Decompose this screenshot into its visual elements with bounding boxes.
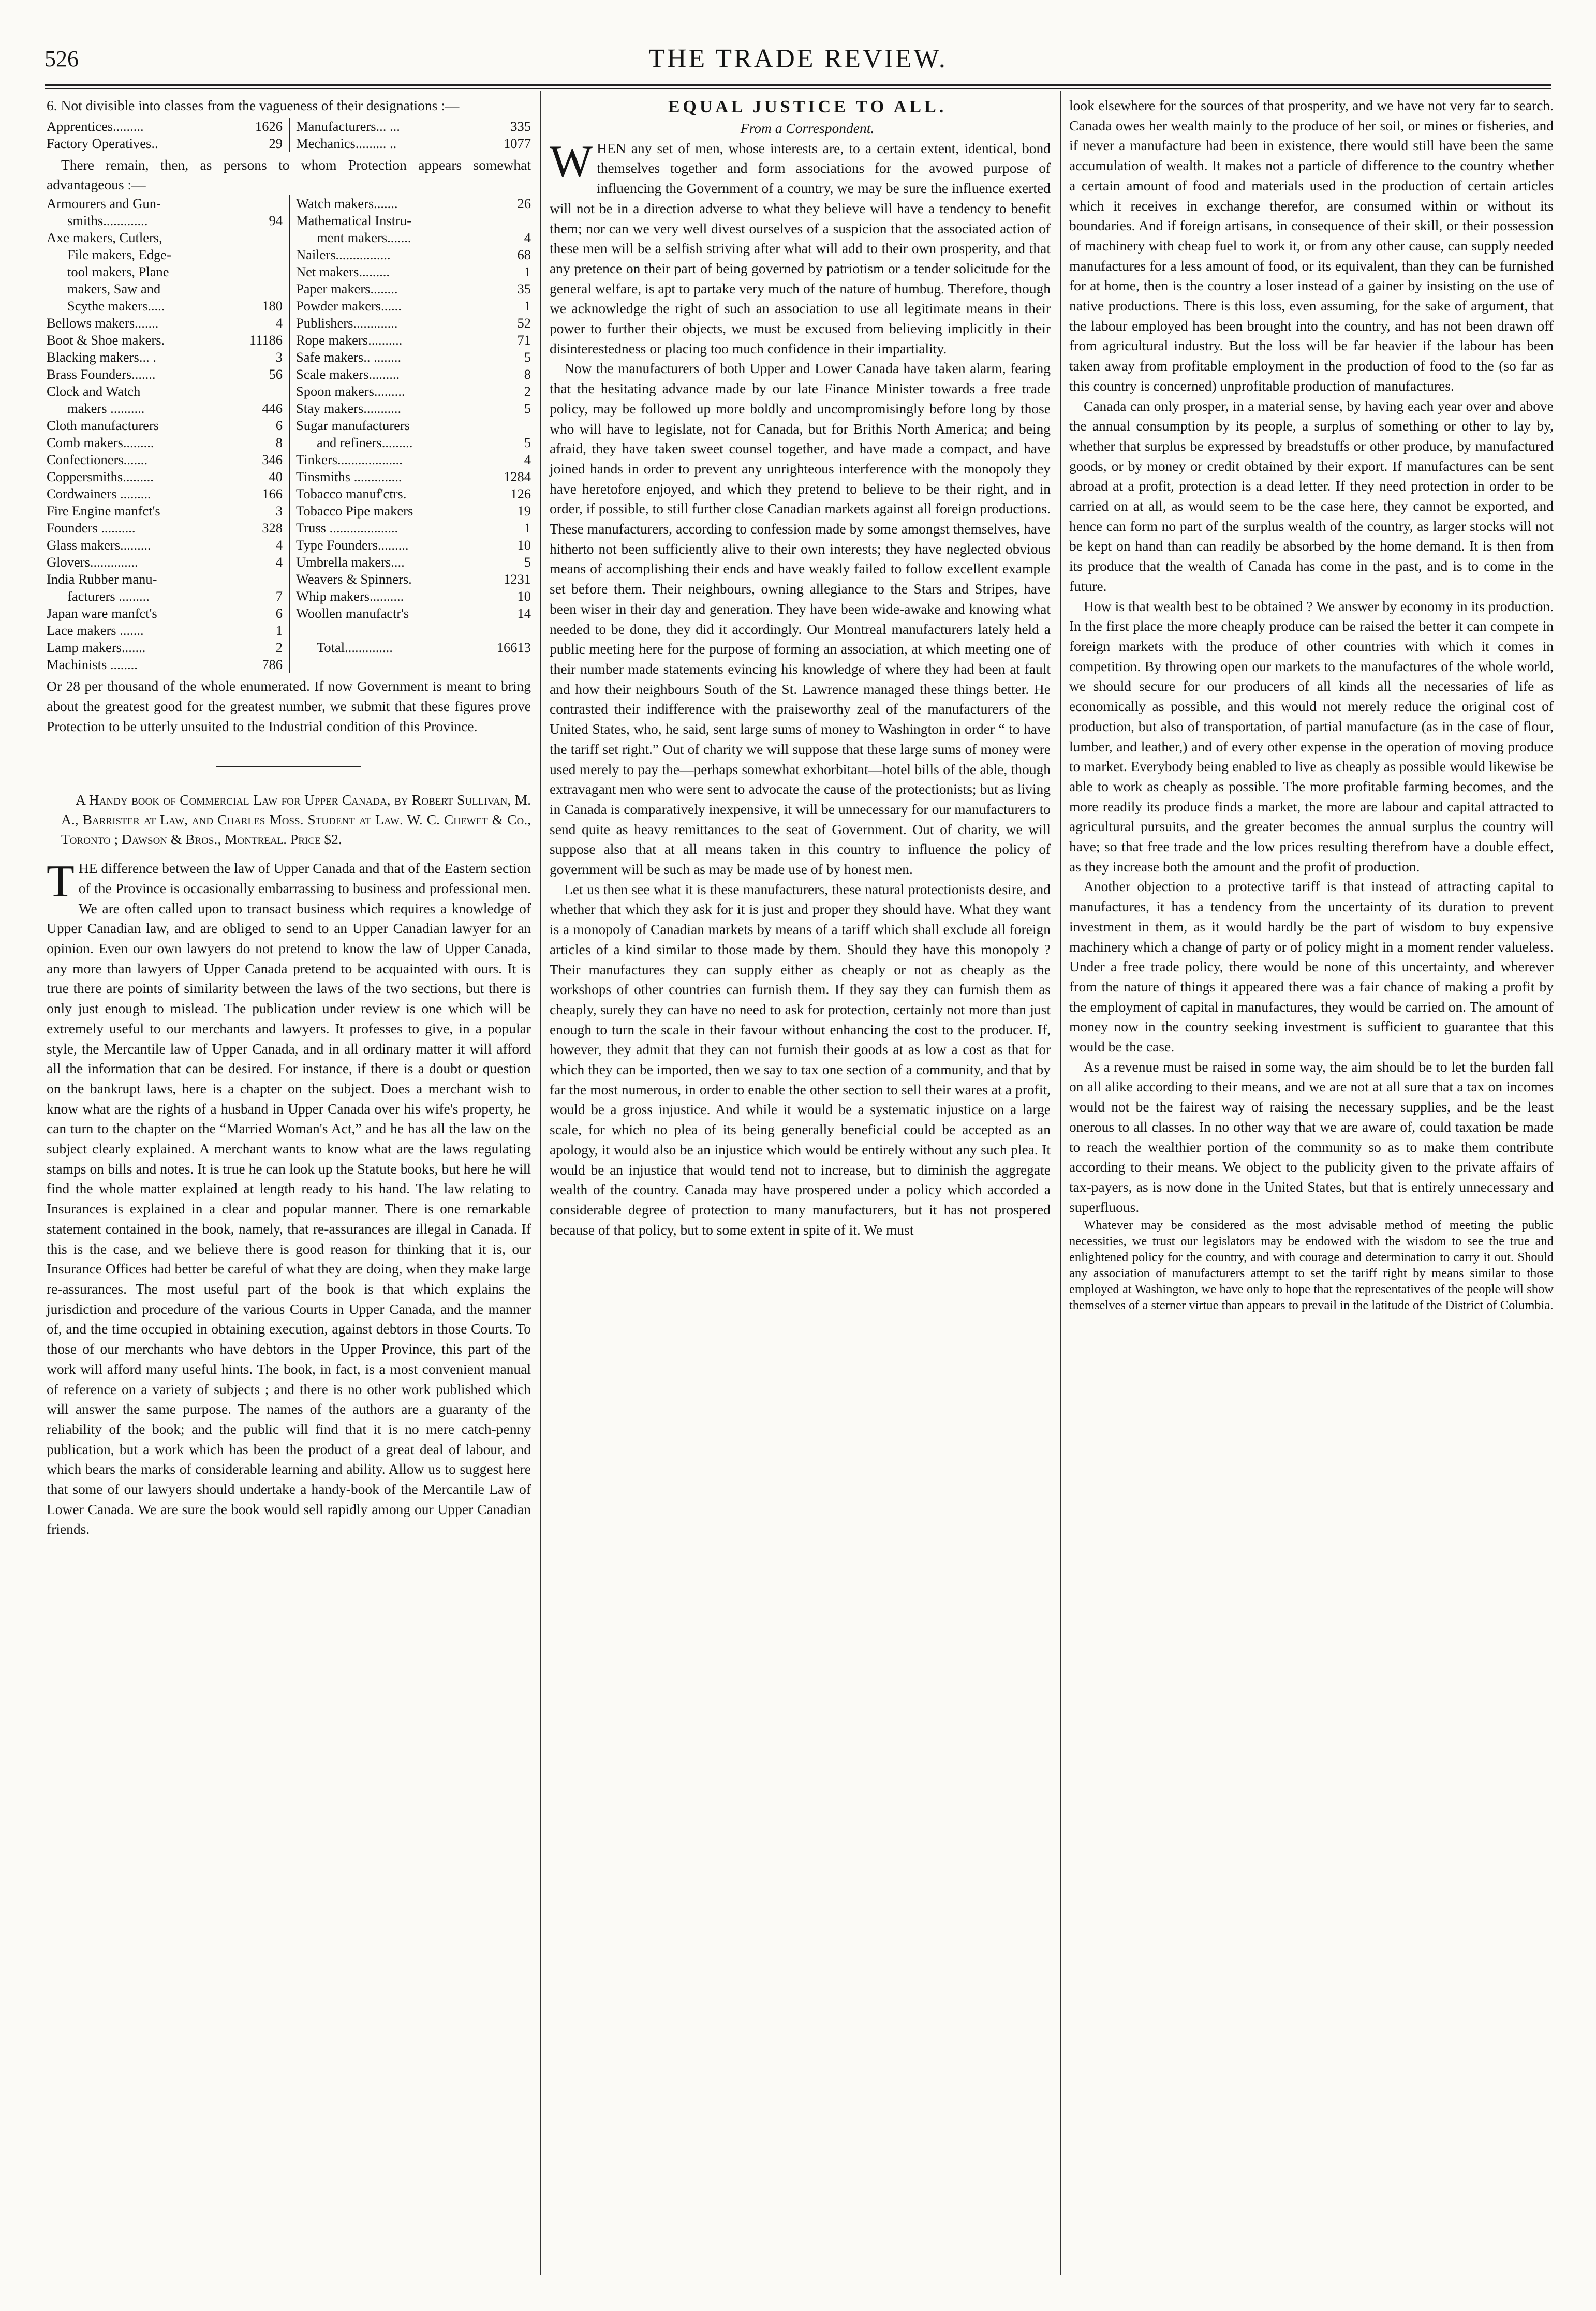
article-paragraph-7: Another objection to a protective tariff is that instead of attracting capital to manufactures, it has a tendency from the uncertainty of its duration to prevent investment in them, as it would hardly be the part of wisdom to buy expensive machinery which a change of party or of policy might in a moment render valueless. Under a free trade policy, there would be none of this uncertainty, and wherever from the nature of things it appeared there was a fair chance of making a profit by the employment of capital in manufactures, they would be carried on. The amount of money now in the country seeking investment is sufficient to guarantee that this would be the case. [1069, 878, 1554, 1055]
occupation-label: Mathematical Instru- [296, 213, 411, 229]
occupation-count: 4 [524, 452, 531, 468]
occupation-count: 4 [275, 315, 283, 331]
occupation-row [47, 246, 283, 263]
occupation-row [296, 434, 531, 451]
occupation-count: 1077 [504, 135, 531, 151]
occupation-label: Scythe makers..... [67, 298, 165, 314]
occupation-label: Type Founders......... [296, 537, 409, 553]
occupation-count: 1231 [504, 571, 531, 587]
occupation-row [296, 118, 531, 135]
occupation-row [47, 212, 283, 229]
occupation-label: Rope makers.......... [296, 332, 403, 348]
column-divider-2 [1060, 91, 1061, 2275]
occupation-row [296, 229, 531, 246]
occupation-label: tool makers, Plane [67, 264, 169, 280]
occupation-label: Blacking makers... . [47, 349, 156, 365]
occupation-label: Scale makers......... [296, 366, 400, 382]
occupation-row [296, 588, 531, 605]
occupation-count [279, 195, 283, 212]
book-review-text: HE difference between the law of Upper Canada and that of the Eastern section of the Province is occasionally embarrassing to business and professional men. We are often called upon to transact business which requires a knowledge of Upper Canadian law, and are obliged to send to an Upper Canadian lawyer for an opinion. Even our own lawyers do not pretend to know the law of Upper Canada, any more than lawyers of Upper Canada pretend to be acquainted with ours. It is true there are points of similarity between the laws of the two sections, but there is only just enough to mislead. The publication under review is one which will be extremely useful to our merchants and lawyers. It professes to give, in a popular style, the Mercantile law of Upper Canada, and in all ordinary matter it will afford all the information that can be desired. For instance, if there is a doubt or question on the bankrupt laws, here is a chapter on the subject. Does a merchant wish to know what are the rights of a husband in Upper Canada over his wife's property, he can turn to the chapter on the “Married Woman's Act,” and he has all the law on the subject clearly explained. A merchant wants to know what are the laws regulating stamps on bills and notes. It is true he can look up the Statute books, but here he will find the whole matter explained at length ready to his hand. The law relating to Insurances is explained in a clear and popular manner. There is one remarkable statement contained in the book, namely, that re-assurances are illegal in Canada. If this is the case, and we believe there is good reason for thinking that it is, our Insurance Offices had better be careful of what they are doing, when they make large re-assurances. The most useful part of the book is that which explains the jurisdiction and procedure of the various Courts in Upper Canada, and the manner of, and the time occupied in obtaining execution, against debtors in those Courts. To those of our merchants who have debtors in the Upper Province, this part of the work will afford many useful hints. The book, in fact, is a most convenient manual of reference on a variety of subjects ; and there is no other work published which will answer the same purpose. The names of the authors are a guaranty of the reliability of the book; and the public will find that it is no mere catch-penny publication, but a work which has been the product of a great deal of labour, and which bears the marks of considerable learning and ability. Allow us to suggest here that some of our lawyers should undertake a handy-book of the Mercantile Law of Lower Canada. We are sure the book would sell rapidly among our Upper Canadian friends. [47, 860, 531, 1537]
article-paragraph-6: How is that wealth best to be obtained ? We answer by economy in its production. In the first place the more cheaply produce can be raised the better it can compete in foreign markets with the produce of other countries with which it comes in competition. By throwing open our markets to the manufactures of the whole world, we should secure for our producers of all kinds all the necessaries of life as economically as possible, and this would not merely reduce the original cost of production, but also of transportation, of partial manufacture (as in the case of flour, lumber, and leather,) and of every other expense in the operation of moving produce to market. Everybody being enabled to live as cheaply as possible would likewise be able to work as cheaply as possible. The more profitable farming becomes, and the more readily its produce finds a market, the more are labour and capital attracted to agricultural pursuits, and the greater becomes the annual surplus the country will have; so that free trade and the low prices resulting therefrom have a double effect, as they increase both the amount and the profit of production. [1069, 598, 1554, 875]
occupation-row [47, 263, 283, 280]
occupation-row [47, 349, 283, 366]
occupation-row [47, 520, 283, 537]
occupation-count: 335 [510, 118, 531, 134]
occupation-count: 5 [524, 349, 531, 365]
occupation-label: Stay makers........... [296, 401, 402, 417]
occupation-row [296, 195, 531, 212]
occupation-label: Weavers & Spinners. [296, 571, 412, 587]
occupation-table-1-left [47, 118, 289, 152]
occupation-count: 8 [275, 435, 283, 451]
book-review-paragraph [47, 858, 531, 1539]
occupation-label: Tobacco manuf'ctrs. [296, 486, 407, 502]
occupation-count: 1284 [504, 469, 531, 485]
occupation-count: 1 [524, 520, 531, 536]
occupation-label: Factory Operatives.. [47, 135, 158, 151]
occupation-label: Nailers................ [296, 247, 391, 263]
occupation-row [47, 280, 283, 298]
occupation-row [296, 280, 531, 298]
article-paragraph-8: As a revenue must be raised in some way, the aim should be to let the burden fall on all alike according to their means, and we are not at all sure that a tax on incomes would not be the fairest way of raising the necessary supplies, and be the least onerous to all classes. In no other way that we are aware of, could taxation be made to reach the wealthier portion of the community so as to make them contribute according to their means. We object to the publicity given to the private affairs of tax-payers, as is now done in the United States, but that is entirely unnecessary and superfluous. [1069, 1058, 1554, 1215]
occupation-row [47, 639, 283, 656]
header-rule-thick [45, 84, 1551, 86]
occupation-row [296, 639, 531, 656]
occupation-label: makers .......... [67, 401, 145, 417]
occupation-label: Powder makers...... [296, 298, 402, 314]
remain-paragraph: There remain, then, as persons to whom Protection appears somewhat advantageous :— [47, 156, 531, 193]
occupation-table-2 [47, 195, 531, 673]
occupation-label: Brass Founders....... [47, 366, 156, 382]
occupations-intro: 6. Not divisible into classes from the vagueness of their designations :— [47, 97, 460, 113]
occupation-count: 2 [524, 383, 531, 399]
occupation-label: Machinists ........ [47, 657, 138, 673]
occupation-count: 3 [275, 349, 283, 365]
article-paragraph-2: Now the manufacturers of both Upper and Lower Canada have taken alarm, fearing that the hesitating advance made by our late Finance Minister towards a free trade policy, may be followed up more boldly and uncompromisingly before long by those who will have to legislate, not for Canada, but for Brithis North America; and being afraid, they have taken sweet counsel together, and have made a compact, and have joined hands in order to prevent any unrighteous interference with the monopoly they have heretofore enjoyed, and which they pretend to believe to be their right, and in order, if possible, to still further close Canadian markets against all foreign productions. These manufacturers, according to confession made by some amongst themselves, have hitherto not been sufficiently alive to their own interests; they have neglected obvious means of accomplishing their ends and have weakly failed to follow excellent example set before them. Their neighbours, owning allegiance to the Stars and Stripes, have been wiser in their day and generation. They have been wide-awake and knowing what needed to be done, they did it accordingly. Our Montreal manufacturers lately held a public meeting here for the purpose of forming an association, at which meeting one of their number made statements evincing his knowledge of where they had been at fault and how their neighbours South of the St. Lawrence managed these things better. He contrasted their indifference with the praiseworthy zeal of the manufacturers of the United States, who, he said, sent large sums of money to Washington in order “ to have the tariff set right.” Out of charity we will suppose that these large sums of money were used merely to pay the—perhaps somewhat exhorbitant—hotel bills of the able, though extravagant men who were sent to advocate the cause of the protectionists; but as living in Canada is comparatively inexpensive, it will be unnecessary for our manufacturers to send quite as heavy remittances to the seat of Government. Out of charity, we will suppose also that at all means taken in this country to influence the policy of government will be such as may be made use of by honest men. [550, 360, 1051, 878]
occupation-row [47, 383, 283, 400]
occupation-label: Lamp makers....... [47, 640, 146, 656]
occupation-row [47, 195, 283, 212]
occupation-label: Publishers............. [296, 315, 398, 331]
occupation-row [296, 554, 531, 571]
occupation-count: 35 [517, 281, 531, 297]
page-number: 526 [45, 46, 79, 71]
occupation-label: Sugar manufacturers [296, 418, 410, 434]
occupation-label: ment makers....... [317, 230, 411, 246]
occupation-row [296, 400, 531, 417]
occupation-count: 5 [524, 554, 531, 570]
occupation-row [296, 298, 531, 315]
occupation-count: 56 [269, 366, 283, 382]
article-paragraph-5: Canada can only prosper, in a material sense, by having each year over and above the annual consumption by its people, a surplus of something or other to lay by, whether that surplus be expressed by breadstuffs or other produce, by manufactured goods, or by money or credit obtained by their export. If manufactures can be sent abroad at a profit, protection is a dead letter. If they need protection in order to be carried on at all, as would seem to be the case here, they cannot be exported, and hence can form no part of the surplus wealth of the country, as larger stocks will not be kept on hand than can readily be absorbed by the home demand. It is then from its produce that the wealth of Canada has come in the past, and is to come in the future. [1069, 397, 1554, 594]
occupation-count: 19 [517, 503, 531, 519]
occupation-count: 3 [275, 503, 283, 519]
occupation-count: 126 [510, 486, 531, 502]
occupation-label: Whip makers.......... [296, 588, 404, 604]
occupation-label: Watch makers....... [296, 196, 398, 212]
occupation-count: 180 [262, 298, 283, 314]
occupation-label: Tinsmiths .............. [296, 469, 402, 485]
occupation-label: Tobacco Pipe makers [296, 503, 413, 519]
article-byline: From a Correspondent. [740, 120, 875, 136]
occupation-row [296, 417, 531, 434]
occupation-label: India Rubber manu- [47, 571, 157, 587]
occupation-label: Lace makers ....... [47, 623, 144, 639]
occupation-row [296, 622, 531, 639]
drop-cap: T [47, 856, 75, 907]
occupation-label: Axe makers, Cutlers, [47, 230, 162, 246]
occupation-label: Safe makers.. ........ [296, 349, 402, 365]
occupation-row [47, 298, 283, 315]
occupation-row [47, 605, 283, 622]
occupation-row [47, 622, 283, 639]
occupation-label: Net makers......... [296, 264, 390, 280]
occupation-row [296, 537, 531, 554]
occupation-label: Paper makers........ [296, 281, 398, 297]
occupation-row [296, 520, 531, 537]
occupation-count [279, 246, 283, 263]
occupation-count: 786 [262, 657, 283, 673]
occupation-count: 71 [517, 332, 531, 348]
article-paragraph-9: Whatever may be considered as the most advisable method of meeting the public necessities, we trust our legislators may be endowed with the wisdom to see the true and enlightened policy for the country, and with courage and determination to carry it out. Should any association of manufacturers attempt to set the tariff right by means similar to those employed at Washington, we have only to hope that the representatives of the people will show themselves of a sterner virtue than appears to prevail in the latitude of the District of Columbia. [1069, 1218, 1554, 1313]
occupation-label: makers, Saw and [67, 281, 161, 297]
occupation-row [296, 349, 531, 366]
occupation-row [47, 135, 283, 152]
occupation-count: 6 [275, 418, 283, 434]
occupation-count: 10 [517, 537, 531, 553]
occupation-count: 1 [524, 298, 531, 314]
occupation-count: 14 [517, 605, 531, 621]
occupation-row [47, 571, 283, 588]
occupation-label: Woollen manufactr's [296, 605, 409, 621]
occupation-label: Total.............. [317, 640, 393, 656]
occupation-label: Cloth manufacturers [47, 418, 159, 434]
occupation-label: Manufacturers... ... [296, 118, 400, 134]
occupation-count: 446 [262, 401, 283, 417]
occupation-count: 346 [262, 452, 283, 468]
occupation-count [528, 212, 531, 229]
occupation-count: 7 [275, 588, 283, 604]
conclusion-paragraph: Or 28 per thousand of the whole enumerated. If now Government is meant to bring about the greatest good for the greatest number, we submit that these figures prove Protection to be utterly unsuited to the Industrial condition of this Province. [47, 678, 531, 734]
occupation-count [279, 263, 283, 280]
occupation-row [47, 468, 283, 485]
occupation-label: facturers ......... [67, 588, 150, 604]
occupation-count: 2 [275, 640, 283, 656]
occupation-row [296, 135, 531, 152]
occupation-label: Fire Engine manfct's [47, 503, 160, 519]
occupation-label: Truss .................... [296, 520, 398, 536]
occupation-count [279, 383, 283, 400]
occupation-row [47, 485, 283, 502]
occupation-row [47, 332, 283, 349]
occupation-count: 1 [524, 264, 531, 280]
occupation-count: 40 [269, 469, 283, 485]
occupation-count: 5 [524, 401, 531, 417]
occupation-row [47, 400, 283, 417]
occupation-count: 52 [517, 315, 531, 331]
occupation-row [296, 502, 531, 520]
occupation-label: Clock and Watch [47, 383, 141, 399]
occupation-row [296, 246, 531, 263]
occupation-label: and refiners......... [317, 435, 413, 451]
occupation-count [279, 229, 283, 246]
occupation-row [47, 554, 283, 571]
occupation-count: 16613 [496, 640, 531, 656]
drop-cap: W [550, 136, 593, 187]
occupation-row [47, 315, 283, 332]
occupation-count: 4 [524, 230, 531, 246]
occupation-table-2-right [289, 195, 531, 673]
occupation-count: 94 [269, 213, 283, 229]
occupation-row [47, 656, 283, 673]
header-rule-thin [45, 88, 1551, 89]
occupation-count: 1626 [255, 118, 283, 134]
occupation-count: 68 [517, 247, 531, 263]
occupation-row [296, 451, 531, 468]
article-paragraph-1-text: HEN any set of men, whose interests are, to a certain extent, identical, bond themselves together and form associations for the avowed purpose of influencing the Government of a country, we may be sure the influence exerted will not be in a direction adverse to what they believe will have a tendency to benefit them; nor can we very well divest ourselves of a suspicion that the associated action of these men will be a selfish striving after what will add to their own prosperity, and that any pretence on their part of being governed by patriotism or a tender solicitude for the general welfare, is apt to partake very much of the nature of humbug. Therefore, though we acknowledge the right of such an association to use all legitimate means in their power to further their objects, we must be excused from believing implicitly in their disinterestedness or placing too much confidence in their impartiality. [550, 140, 1051, 357]
column-3 [1069, 96, 1554, 1313]
occupation-label: Mechanics......... .. [296, 135, 397, 151]
occupation-label: Coppersmiths......... [47, 469, 154, 485]
occupation-count: 10 [517, 588, 531, 604]
occupation-label: Tinkers................... [296, 452, 403, 468]
occupation-table-1 [47, 118, 531, 152]
occupation-row [47, 588, 283, 605]
occupation-row [47, 434, 283, 451]
occupation-label: Spoon makers......... [296, 383, 405, 399]
occupation-label: Armourers and Gun- [47, 196, 161, 212]
article-paragraph-3: Let us then see what it is these manufacturers, these natural protectionists desire, and whether that which they ask for it is just and proper they should have. What they want is a monopoly of Canadian markets by means of a tariff which shall exclude all foreign articles of a kind similar to those made by them. Should they have this monopoly ? Their manufactures they can supply either as cheaply or not as cheaply as the workshops of other countries can furnish them. If they say they can furnish them as cheaply, surely they can have no need to ask for protection, certainly not more than just enough to turn the scale in their favour without enhancing the cost to the producer. If, however, they admit that they can not furnish their goods at as low a cost as that for which they can be imported, then we say to tax one section of a community, and that by far the most numerous, in order to enable the other section to sell their wares at a profit, would be a gross injustice. And while it would be a systematic injustice on a large scale, for which no plea of its being generally beneficial could be accepted as an apology, it would also be an injustice which would be entirely without any such plea. It would be an injustice that would tend not to increase, but to diminish the aggregate wealth of the country. Canada may have prospered under a policy which accorded a considerable degree of protection to many manufacturers, but it has not prospered because of that policy, but to some extent in spite of it. We must [550, 881, 1051, 1238]
occupation-count: 26 [517, 196, 531, 212]
occupation-row [47, 229, 283, 246]
column-1 [47, 96, 531, 1539]
occupation-count: 166 [262, 486, 283, 502]
occupation-count: 4 [275, 554, 283, 570]
occupation-row [47, 502, 283, 520]
occupation-table-2-left [47, 195, 289, 673]
occupation-label: Boot & Shoe makers. [47, 332, 165, 348]
occupation-count: 1 [275, 623, 283, 639]
occupation-row [296, 571, 531, 588]
article-headline: EQUAL JUSTICE TO ALL. [668, 97, 947, 116]
occupation-label: Glovers.............. [47, 554, 138, 570]
occupation-row [296, 332, 531, 349]
occupation-row [47, 417, 283, 434]
occupation-label: Japan ware manfct's [47, 605, 157, 621]
occupation-label: File makers, Edge- [67, 247, 171, 263]
article-paragraph-4: look elsewhere for the sources of that prosperity, and we have not very far to search. Canada owes her wealth mainly to the produce of her soil, or mines or fisheries, and if never a manufacture had been in existence, there would still have been the same accumulation of wealth. It makes not a particle of difference to the country whether a certain amount of food and materials used in the production of certain articles which it receives in exchange therefor, are consumed within or without its boundaries. And if foreign artisans, in consequence of their skill, or their possession of machinery with cheap fuel to work it, or from any other cause, can supply needed manufactures for a less amount of food, or its equivalent, than they can be furnished for at home, then is the country a loser instead of a gainer by insisting on the use of native productions. There is this loss, even assuming, for the sake of argument, that the labour employed has been brought into the country, and has not been drawn off from agricultural industry. But the loss will be far heavier if the labour has been taken away from profitable employment in the production of food to the (so far as this country is concerned) unprofitable production of manufactures. [1069, 97, 1554, 394]
occupation-row [296, 212, 531, 229]
occupation-label: smiths............. [67, 213, 148, 229]
occupation-label: Apprentices......... [47, 118, 144, 134]
column-2 [550, 96, 1051, 1240]
occupation-row [296, 468, 531, 485]
occupation-row [47, 537, 283, 554]
book-review-heading: A Handy book of Commercial Law for Upper Canada, by Robert Sullivan, M. A., Barrister at Law, and Charles Moss. Student at Law. W. C. Chewet & Co., Toronto ; Dawson & Bros., Montreal. Price $2. [61, 792, 531, 848]
column-divider-1 [540, 91, 541, 2275]
occupation-row [47, 451, 283, 468]
occupation-table-1-right [289, 118, 531, 152]
occupation-row [296, 263, 531, 280]
occupation-count [528, 417, 531, 434]
occupation-label: Confectioners....... [47, 452, 148, 468]
occupation-count: 4 [275, 537, 283, 553]
occupation-label: Umbrella makers.... [296, 554, 405, 570]
occupation-count: 328 [262, 520, 283, 536]
occupation-label: Founders .......... [47, 520, 136, 536]
occupation-count [279, 280, 283, 298]
occupation-row [296, 315, 531, 332]
occupation-label: Bellows makers....... [47, 315, 159, 331]
occupation-row [47, 118, 283, 135]
occupation-count [279, 571, 283, 588]
section-separator [216, 766, 361, 767]
occupation-count: 5 [524, 435, 531, 451]
occupation-row [296, 485, 531, 502]
occupation-row [47, 366, 283, 383]
occupation-count: 29 [269, 135, 283, 151]
occupation-label: Cordwainers ......... [47, 486, 151, 502]
occupation-count: 11186 [249, 332, 283, 348]
occupation-row [296, 605, 531, 622]
publication-title: THE TRADE REVIEW. [648, 44, 948, 73]
occupation-row [296, 366, 531, 383]
occupation-label: Glass makers......... [47, 537, 151, 553]
article-paragraph-1 [550, 136, 1051, 359]
occupation-label: Comb makers......... [47, 435, 154, 451]
occupation-row [296, 383, 531, 400]
occupation-count: 6 [275, 605, 283, 621]
occupation-count: 8 [524, 366, 531, 382]
